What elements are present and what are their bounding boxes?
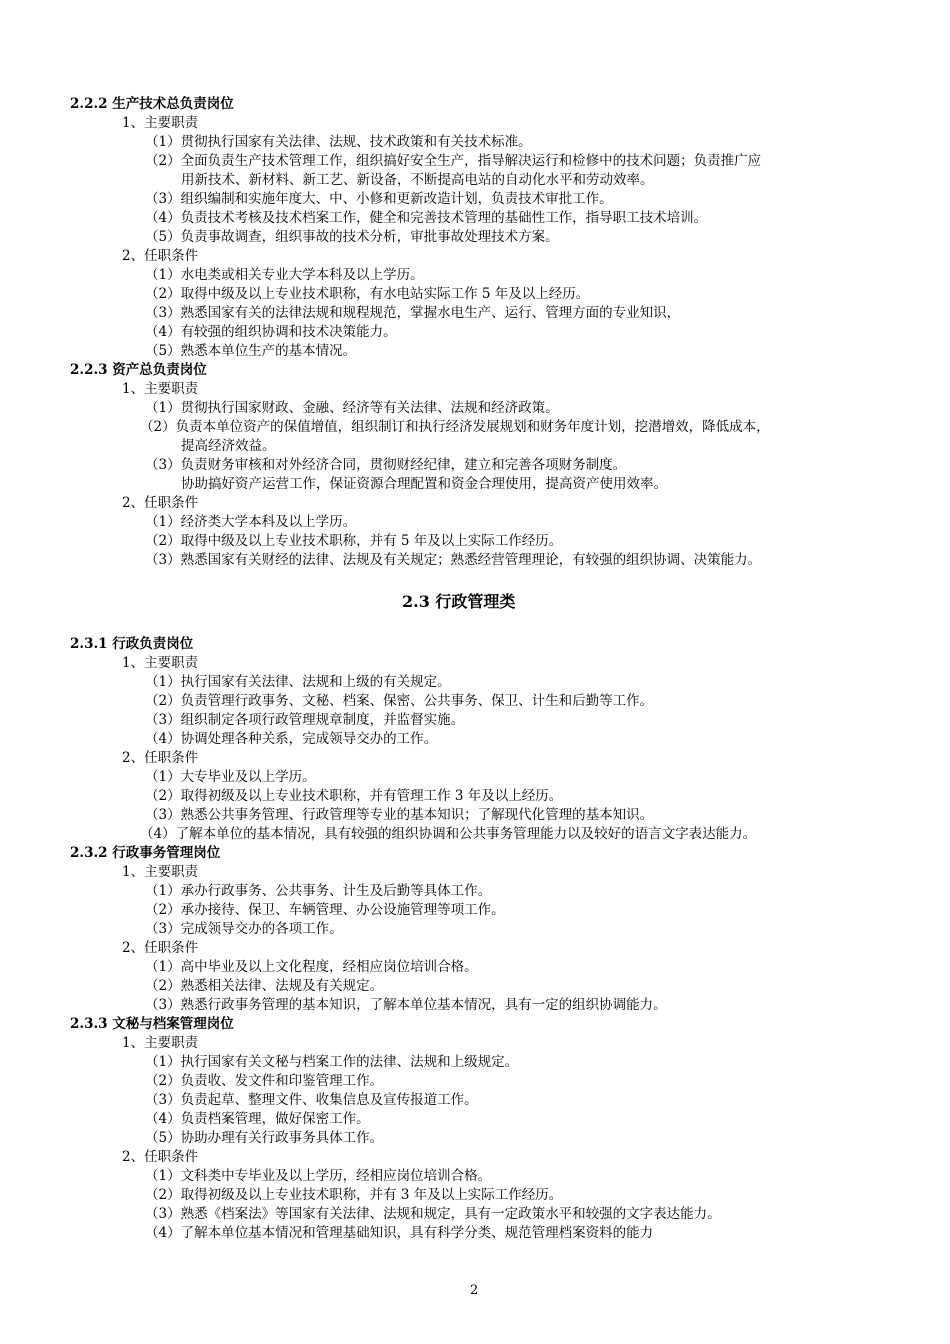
text-line: 1、主要职责 — [122, 864, 199, 880]
subsection-heading: 2.2.3 资产总负责岗位 — [70, 362, 207, 378]
text-line: 2、任职条件 — [122, 1149, 199, 1165]
text-line: （3）熟悉国家有关的法律法规和规程规范，掌握水电生产、运行、管理方面的专业知识， — [145, 305, 681, 321]
text-line: 2、任职条件 — [122, 750, 199, 766]
text-line: 2、任职条件 — [122, 940, 199, 956]
text-line: （4）协调处理各种关系，完成领导交办的工作。 — [145, 731, 438, 747]
text-line: （4）负责技术考核及技术档案工作，健全和完善技术管理的基础性工作，指导职工技术培训。 — [145, 210, 708, 226]
subsection-heading: 2.3.2 行政事务管理岗位 — [70, 845, 221, 861]
text-line: （5）负责事故调查，组织事故的技术分析，审批事故处理技术方案。 — [145, 229, 559, 245]
text-line: （2）取得初级及以上专业技术职称，并有 3 年及以上实际工作经历。 — [145, 1187, 563, 1203]
text-line: （2）负责管理行政事务、文秘、档案、保密、公共事务、保卫、计生和后勤等工作。 — [145, 693, 654, 709]
text-line: 协助搞好资产运营工作，保证资源合理配置和资金合理使用，提高资产使用效率。 — [181, 476, 667, 492]
section-heading: 2.3 行政管理类 — [402, 592, 516, 611]
text-line: （1）贯彻执行国家财政、金融、经济等有关法律、法规和经济政策。 — [145, 400, 559, 416]
text-line: （1）执行国家有关文秘与档案工作的法律、法规和上级规定。 — [145, 1054, 519, 1070]
text-line: （3）组织编制和实施年度大、中、小修和更新改造计划，负责技术审批工作。 — [145, 191, 613, 207]
text-line: （1）文科类中专毕业及以上学历，经相应岗位培训合格。 — [145, 1168, 492, 1184]
text-line: （3）完成领导交办的各项工作。 — [145, 921, 343, 937]
text-line: （1）水电类或相关专业大学本科及以上学历。 — [145, 267, 424, 283]
text-line: 用新技术、新材料、新工艺、新设备，不断提高电站的自动化水平和劳动效率。 — [181, 172, 654, 188]
text-line: （2）取得中级及以上专业技术职称，有水电站实际工作 5 年及以上经历。 — [145, 286, 590, 302]
text-line: （2）负责本单位资产的保值增值，组织制订和执行经济发展规划和财务年度计划，挖潜增效，降低成本， — [140, 419, 770, 435]
subsection-heading: 2.3.1 行政负责岗位 — [70, 636, 194, 652]
text-line: （2）熟悉相关法律、法规及有关规定。 — [145, 978, 384, 994]
text-line: 2、任职条件 — [122, 248, 199, 264]
page-number: 2 — [470, 1283, 479, 1298]
text-line: （4）负责档案管理，做好保密工作。 — [145, 1111, 370, 1127]
text-line: （3）熟悉行政事务管理的基本知识，了解本单位基本情况，具有一定的组织协调能力。 — [145, 997, 667, 1013]
text-line: （1）执行国家有关法律、法规和上级的有关规定。 — [145, 674, 451, 690]
text-line: （1）高中毕业及以上文化程度，经相应岗位培训合格。 — [145, 959, 478, 975]
text-line: （1）大专毕业及以上学历。 — [145, 769, 316, 785]
text-line: （1）承办行政事务、公共事务、计生及后勤等具体工作。 — [145, 883, 492, 899]
text-line: （2）全面负责生产技术管理工作，组织搞好安全生产，指导解决运行和检修中的技术问题；负责推广应 — [145, 153, 762, 169]
text-line: （3）组织制定各项行政管理规章制度，并监督实施。 — [145, 712, 465, 728]
text-line: （2）承办接待、保卫、车辆管理、办公设施管理等项工作。 — [145, 902, 505, 918]
text-line: （3）负责起草、整理文件、收集信息及宣传报道工作。 — [145, 1092, 478, 1108]
text-line: 2、任职条件 — [122, 495, 199, 511]
text-line: （3）熟悉《档案法》等国家有关法律、法规和规定，具有一定政策水平和较强的文字表达能力。 — [145, 1206, 721, 1222]
text-line: （3）熟悉公共事务管理、行政管理等专业的基本知识；了解现代化管理的基本知识。 — [145, 807, 654, 823]
text-line: 1、主要职责 — [122, 381, 199, 397]
text-line: （5）熟悉本单位生产的基本情况。 — [145, 343, 357, 359]
text-line: （2）取得中级及以上专业技术职称，并有 5 年及以上实际工作经历。 — [145, 533, 563, 549]
text-line: （4）有较强的组织协调和技术决策能力。 — [145, 324, 397, 340]
text-line: （1）贯彻执行国家有关法律、法规、技术政策和有关技术标准。 — [145, 134, 532, 150]
subsection-heading: 2.2.2 生产技术总负责岗位 — [70, 96, 234, 112]
text-line: （4）了解本单位的基本情况，具有较强的组织协调和公共事务管理能力以及较好的语言文字表达能力。 — [140, 826, 757, 842]
text-line: 1、主要职责 — [122, 115, 199, 131]
text-line: 1、主要职责 — [122, 1035, 199, 1051]
text-line: （4）了解本单位基本情况和管理基础知识，具有科学分类、规范管理档案资料的能力 — [145, 1225, 654, 1241]
text-line: （2）负责收、发文件和印鉴管理工作。 — [145, 1073, 384, 1089]
subsection-heading: 2.3.3 文秘与档案管理岗位 — [70, 1016, 234, 1032]
text-line: （3）负责财务审核和对外经济合同，贯彻财经纪律，建立和完善各项财务制度。 — [145, 457, 627, 473]
text-line: （3）熟悉国家有关财经的法律、法规及有关规定；熟悉经营管理理论，有较强的组织协调、决策能力。 — [145, 552, 762, 568]
text-line: 1、主要职责 — [122, 655, 199, 671]
text-line: （5）协助办理有关行政事务具体工作。 — [145, 1130, 384, 1146]
text-line: （2）取得初级及以上专业技术职称，并有管理工作 3 年及以上经历。 — [145, 788, 563, 804]
text-line: （1）经济类大学本科及以上学历。 — [145, 514, 357, 530]
text-line: 提高经济效益。 — [181, 438, 276, 454]
